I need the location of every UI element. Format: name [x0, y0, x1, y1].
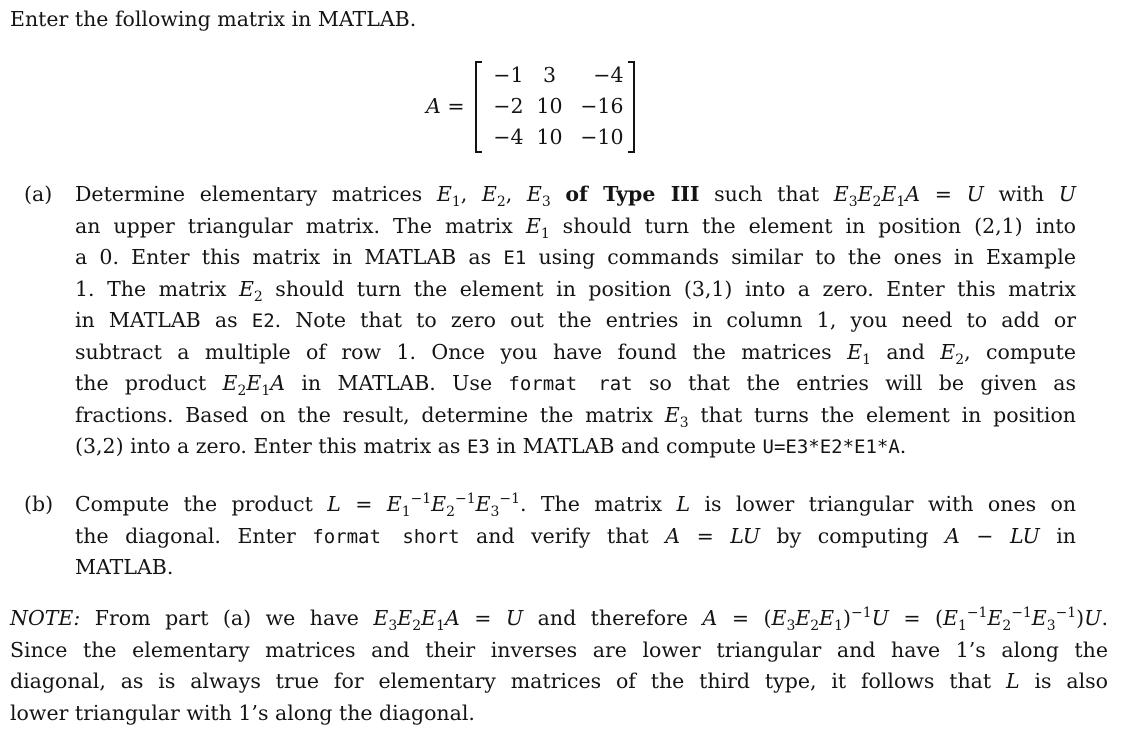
note-label: NOTE: — [10, 606, 81, 630]
note-line: NOTE: From part (a) we have $E_3E_2E_1A = U$ and therefore $A = (E_3E_2E_1)^{-1}U = (E_1^{-1}E_2^{-1}E_3^{-1})U$. — [10, 605, 1108, 635]
part-a-line: (3,2) into a zero. Enter this matrix as E3 in MATLAB and compute U=E3*E2*E1*A. — [75, 434, 907, 458]
code-e1: E1 — [503, 247, 527, 269]
part-a-line: in MATLAB as E2. Note that to zero out the entries in column 1, you need to add or — [75, 308, 1076, 332]
part-a-line: the product $E_2E_1A$ in MATLAB. Use format rat so that the entries will be given as — [75, 371, 1076, 400]
note-paragraph — [10, 603, 1108, 729]
matrix-a-equation — [426, 61, 635, 153]
part-a-line: an upper triangular matrix. The matrix $E_1$ should turn the element in position (2,1) into — [75, 213, 1076, 242]
matrix-cell: −2 — [493, 94, 524, 119]
part-a-label: (a) — [24, 182, 53, 206]
note-line: diagonal, as is always true for elementary matrices of the third type, it follows that L is also — [10, 669, 1109, 693]
note-line: lower triangular with 1’s along the diagonal. — [10, 700, 475, 725]
part-a-line: fractions. Based on the result, determine the matrix $E_3$ that turns the element in position — [75, 402, 1076, 431]
right-bracket — [628, 61, 635, 153]
part-b-body — [75, 489, 1076, 584]
matrix-cell: −1 — [493, 63, 524, 88]
matrix-cell: 10 — [536, 94, 563, 119]
part-b-line: the diagonal. Enter format short and verify that A = LU by computing A − LU in — [75, 523, 1076, 548]
intro-text: Enter the following matrix in MATLAB. — [10, 7, 417, 31]
part-b-line: Compute the product $L = E_1^{-1}E_2^{-1}E_3^{-1}$. The matrix L is lower triangular with ones on — [75, 491, 1077, 521]
matrix-cell: −4 — [493, 125, 524, 150]
part-a-line: Determine elementary matrices $E_1$, $E_2$, $E_3$ of Type III such that $E_3E_2E_1A = U$ with U — [75, 182, 1076, 211]
matrix-a-grid — [482, 61, 628, 154]
matrix-cell: 3 — [542, 63, 557, 88]
part-a-line: subtract a multiple of row 1. Once you have found the matrices $E_1$ and $E_2$, compute — [75, 339, 1076, 368]
code-u-compute: U=E3*E2*E1*A — [762, 436, 900, 458]
matrix-cell: 10 — [536, 125, 563, 150]
matrix-cell: −16 — [580, 94, 624, 119]
part-a-body — [75, 179, 1076, 463]
matrix-a-lhs: A = — [426, 94, 465, 119]
part-b — [24, 489, 1076, 584]
part-b-line: MATLAB. — [75, 555, 174, 579]
left-bracket — [475, 61, 482, 153]
note-line: Since the elementary matrices and their inverses are lower triangular and have 1’s along the — [10, 637, 1108, 662]
code-e3: E3 — [466, 436, 490, 458]
code-format-short: format short — [312, 525, 460, 548]
part-b-label: (b) — [24, 492, 54, 516]
part-a-line: a 0. Enter this matrix in MATLAB as E1 using commands similar to the ones in Example — [75, 245, 1076, 269]
part-a-line: 1. The matrix $E_2$ should turn the element in position (3,1) into a zero. Enter this matrix — [75, 276, 1076, 305]
code-format-rat: format rat — [508, 373, 633, 395]
part-a — [24, 179, 1076, 463]
matrix-cell: −4 — [593, 63, 624, 88]
code-e2: E2 — [251, 310, 275, 332]
matrix-cell: −10 — [580, 125, 624, 150]
